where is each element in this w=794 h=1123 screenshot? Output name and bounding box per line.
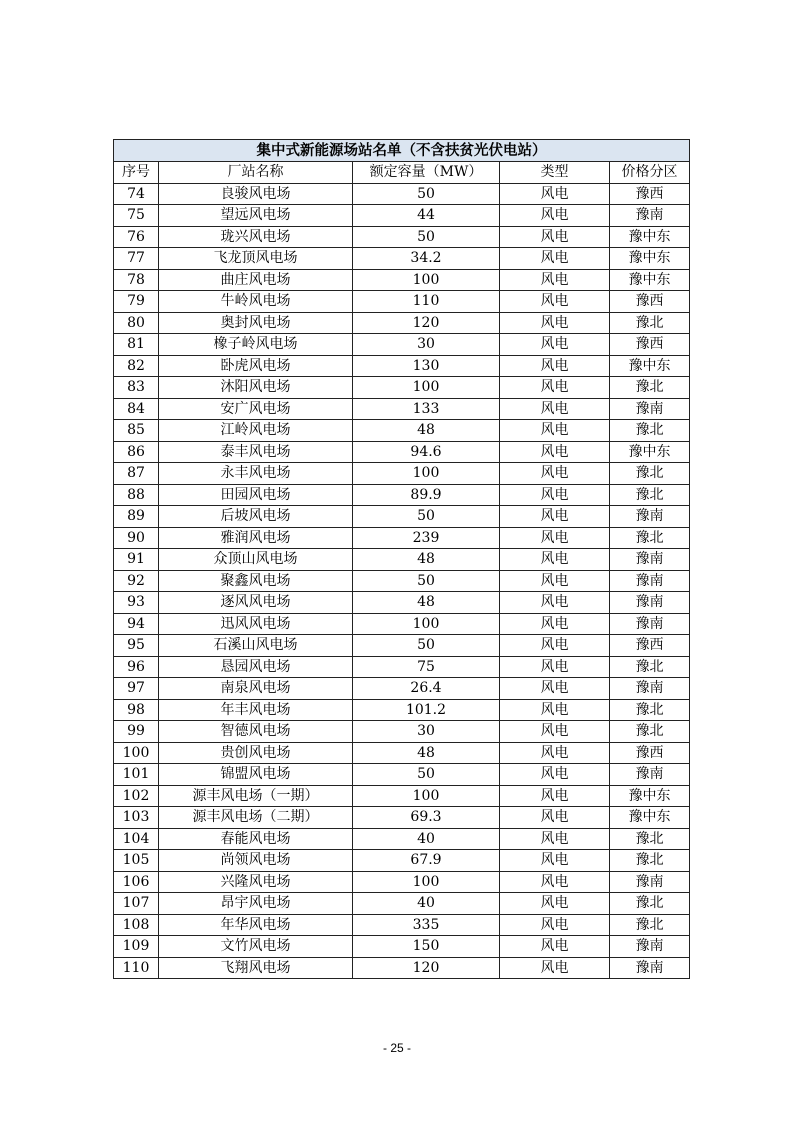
cell-type: 风电 (500, 570, 610, 592)
cell-type: 风电 (500, 355, 610, 377)
cell-no: 84 (114, 398, 159, 420)
cell-name: 卧虎风电场 (159, 355, 353, 377)
cell-price-zone: 豫西 (610, 291, 690, 313)
table-row (114, 656, 690, 678)
table-row (114, 635, 690, 657)
table-row (114, 226, 690, 248)
station-list-table (113, 139, 690, 979)
cell-price-zone: 豫北 (610, 377, 690, 399)
cell-no: 78 (114, 269, 159, 291)
cell-type: 风电 (500, 269, 610, 291)
cell-name: 后坡风电场 (159, 506, 353, 528)
cell-name: 永丰风电场 (159, 463, 353, 485)
cell-no: 99 (114, 721, 159, 743)
cell-type: 风电 (500, 377, 610, 399)
cell-type: 风电 (500, 441, 610, 463)
cell-name: 望远风电场 (159, 205, 353, 227)
cell-type: 风电 (500, 785, 610, 807)
cell-type: 风电 (500, 936, 610, 958)
table-row (114, 721, 690, 743)
table-row (114, 205, 690, 227)
cell-type: 风电 (500, 635, 610, 657)
cell-price-zone: 豫西 (610, 334, 690, 356)
cell-name: 石溪山风电场 (159, 635, 353, 657)
cell-price-zone: 豫南 (610, 570, 690, 592)
cell-capacity: 75 (353, 656, 500, 678)
cell-type: 风电 (500, 549, 610, 571)
cell-price-zone: 豫西 (610, 183, 690, 205)
cell-type: 风电 (500, 527, 610, 549)
cell-price-zone: 豫南 (610, 549, 690, 571)
cell-no: 101 (114, 764, 159, 786)
cell-capacity: 100 (353, 463, 500, 485)
cell-no: 109 (114, 936, 159, 958)
cell-no: 91 (114, 549, 159, 571)
table-row (114, 613, 690, 635)
table-row (114, 850, 690, 872)
cell-no: 89 (114, 506, 159, 528)
cell-name: 曲庄风电场 (159, 269, 353, 291)
cell-name: 源丰风电场（二期） (159, 807, 353, 829)
cell-type: 风电 (500, 226, 610, 248)
cell-no: 90 (114, 527, 159, 549)
cell-name: 昂宇风电场 (159, 893, 353, 915)
cell-type: 风电 (500, 828, 610, 850)
table-row (114, 699, 690, 721)
table-row (114, 527, 690, 549)
cell-type: 风电 (500, 248, 610, 270)
cell-price-zone: 豫北 (610, 420, 690, 442)
cell-type: 风电 (500, 656, 610, 678)
table-title: 集中式新能源场站名单（不含扶贫光伏电站） (114, 140, 690, 162)
cell-no: 85 (114, 420, 159, 442)
table-row (114, 785, 690, 807)
cell-type: 风电 (500, 871, 610, 893)
cell-type: 风电 (500, 678, 610, 700)
cell-no: 79 (114, 291, 159, 313)
table-row (114, 742, 690, 764)
header-no: 序号 (114, 162, 159, 184)
table-row (114, 248, 690, 270)
cell-price-zone: 豫南 (610, 957, 690, 979)
cell-no: 76 (114, 226, 159, 248)
cell-type: 风电 (500, 957, 610, 979)
cell-price-zone: 豫西 (610, 635, 690, 657)
cell-capacity: 101.2 (353, 699, 500, 721)
cell-capacity: 48 (353, 592, 500, 614)
cell-capacity: 89.9 (353, 484, 500, 506)
cell-capacity: 120 (353, 957, 500, 979)
cell-name: 安广风电场 (159, 398, 353, 420)
cell-price-zone: 豫南 (610, 936, 690, 958)
table-row (114, 957, 690, 979)
table-row (114, 764, 690, 786)
cell-type: 风电 (500, 721, 610, 743)
table-header-row (114, 162, 690, 184)
cell-name: 田园风电场 (159, 484, 353, 506)
cell-price-zone: 豫南 (610, 205, 690, 227)
cell-name: 文竹风电场 (159, 936, 353, 958)
cell-price-zone: 豫南 (610, 613, 690, 635)
header-type: 类型 (500, 162, 610, 184)
cell-no: 108 (114, 914, 159, 936)
cell-price-zone: 豫南 (610, 592, 690, 614)
cell-type: 风电 (500, 699, 610, 721)
cell-capacity: 50 (353, 183, 500, 205)
cell-price-zone: 豫南 (610, 764, 690, 786)
page-number: - 25 - (382, 1041, 411, 1055)
table-row (114, 871, 690, 893)
cell-capacity: 50 (353, 635, 500, 657)
cell-capacity: 40 (353, 828, 500, 850)
cell-name: 泰丰风电场 (159, 441, 353, 463)
cell-name: 众顶山风电场 (159, 549, 353, 571)
table-title-row (114, 140, 690, 162)
cell-no: 82 (114, 355, 159, 377)
cell-name: 兴隆风电场 (159, 871, 353, 893)
cell-type: 风电 (500, 334, 610, 356)
table-row (114, 914, 690, 936)
cell-price-zone: 豫北 (610, 721, 690, 743)
cell-price-zone: 豫中东 (610, 807, 690, 829)
cell-no: 86 (114, 441, 159, 463)
cell-name: 贵创风电场 (159, 742, 353, 764)
cell-price-zone: 豫北 (610, 656, 690, 678)
header-name: 厂站名称 (159, 162, 353, 184)
cell-price-zone: 豫北 (610, 463, 690, 485)
cell-price-zone: 豫南 (610, 398, 690, 420)
cell-capacity: 34.2 (353, 248, 500, 270)
cell-no: 93 (114, 592, 159, 614)
cell-price-zone: 豫南 (610, 678, 690, 700)
cell-no: 75 (114, 205, 159, 227)
cell-capacity: 48 (353, 742, 500, 764)
cell-price-zone: 豫中东 (610, 248, 690, 270)
cell-name: 南泉风电场 (159, 678, 353, 700)
cell-name: 牛岭风电场 (159, 291, 353, 313)
cell-type: 风电 (500, 592, 610, 614)
table-row (114, 441, 690, 463)
cell-name: 良骏风电场 (159, 183, 353, 205)
cell-no: 88 (114, 484, 159, 506)
cell-price-zone: 豫北 (610, 850, 690, 872)
cell-type: 风电 (500, 398, 610, 420)
cell-price-zone: 豫南 (610, 506, 690, 528)
cell-no: 110 (114, 957, 159, 979)
cell-name: 恳园风电场 (159, 656, 353, 678)
cell-capacity: 40 (353, 893, 500, 915)
cell-name: 珑兴风电场 (159, 226, 353, 248)
cell-no: 103 (114, 807, 159, 829)
cell-no: 104 (114, 828, 159, 850)
cell-no: 80 (114, 312, 159, 334)
header-capacity: 额定容量（MW） (353, 162, 500, 184)
cell-name: 年丰风电场 (159, 699, 353, 721)
cell-no: 98 (114, 699, 159, 721)
cell-price-zone: 豫北 (610, 914, 690, 936)
cell-capacity: 130 (353, 355, 500, 377)
header-price-zone: 价格分区 (610, 162, 690, 184)
cell-capacity: 239 (353, 527, 500, 549)
table-row (114, 549, 690, 571)
cell-capacity: 50 (353, 570, 500, 592)
cell-no: 100 (114, 742, 159, 764)
cell-name: 春能风电场 (159, 828, 353, 850)
table-row (114, 592, 690, 614)
cell-price-zone: 豫中东 (610, 785, 690, 807)
cell-no: 95 (114, 635, 159, 657)
table-row (114, 936, 690, 958)
table-row (114, 484, 690, 506)
cell-type: 风电 (500, 312, 610, 334)
cell-no: 92 (114, 570, 159, 592)
cell-name: 江岭风电场 (159, 420, 353, 442)
table-row (114, 463, 690, 485)
cell-capacity: 120 (353, 312, 500, 334)
table-row (114, 807, 690, 829)
cell-capacity: 48 (353, 549, 500, 571)
cell-capacity: 50 (353, 506, 500, 528)
cell-name: 尚领风电场 (159, 850, 353, 872)
cell-capacity: 150 (353, 936, 500, 958)
cell-type: 风电 (500, 850, 610, 872)
table-row (114, 570, 690, 592)
cell-type: 风电 (500, 506, 610, 528)
table-row (114, 377, 690, 399)
cell-capacity: 48 (353, 420, 500, 442)
cell-type: 风电 (500, 613, 610, 635)
cell-price-zone: 豫西 (610, 742, 690, 764)
cell-no: 94 (114, 613, 159, 635)
table-row (114, 312, 690, 334)
cell-price-zone: 豫北 (610, 699, 690, 721)
table-row (114, 291, 690, 313)
table-row (114, 506, 690, 528)
cell-capacity: 50 (353, 226, 500, 248)
table-row (114, 334, 690, 356)
cell-type: 风电 (500, 205, 610, 227)
cell-capacity: 100 (353, 377, 500, 399)
cell-price-zone: 豫北 (610, 484, 690, 506)
table-row (114, 893, 690, 915)
cell-type: 风电 (500, 893, 610, 915)
cell-capacity: 110 (353, 291, 500, 313)
cell-no: 83 (114, 377, 159, 399)
table-row (114, 398, 690, 420)
cell-price-zone: 豫中东 (610, 355, 690, 377)
cell-no: 105 (114, 850, 159, 872)
table-row (114, 420, 690, 442)
cell-type: 风电 (500, 914, 610, 936)
cell-capacity: 100 (353, 613, 500, 635)
cell-price-zone: 豫南 (610, 871, 690, 893)
cell-type: 风电 (500, 484, 610, 506)
cell-no: 87 (114, 463, 159, 485)
cell-capacity: 100 (353, 785, 500, 807)
cell-type: 风电 (500, 291, 610, 313)
cell-price-zone: 豫北 (610, 828, 690, 850)
cell-name: 锦盟风电场 (159, 764, 353, 786)
cell-type: 风电 (500, 420, 610, 442)
cell-no: 96 (114, 656, 159, 678)
cell-type: 风电 (500, 742, 610, 764)
cell-capacity: 30 (353, 334, 500, 356)
cell-name: 橡子岭风电场 (159, 334, 353, 356)
cell-name: 沐阳风电场 (159, 377, 353, 399)
cell-name: 智德风电场 (159, 721, 353, 743)
cell-name: 聚鑫风电场 (159, 570, 353, 592)
cell-name: 奥封风电场 (159, 312, 353, 334)
cell-capacity: 50 (353, 764, 500, 786)
cell-price-zone: 豫中东 (610, 226, 690, 248)
cell-price-zone: 豫北 (610, 893, 690, 915)
cell-type: 风电 (500, 764, 610, 786)
cell-no: 97 (114, 678, 159, 700)
cell-no: 106 (114, 871, 159, 893)
cell-capacity: 30 (353, 721, 500, 743)
cell-name: 迅风风电场 (159, 613, 353, 635)
table-row (114, 355, 690, 377)
cell-price-zone: 豫北 (610, 312, 690, 334)
cell-capacity: 100 (353, 269, 500, 291)
table-row (114, 269, 690, 291)
cell-no: 74 (114, 183, 159, 205)
cell-capacity: 69.3 (353, 807, 500, 829)
cell-name: 逐风风电场 (159, 592, 353, 614)
cell-capacity: 100 (353, 871, 500, 893)
cell-capacity: 26.4 (353, 678, 500, 700)
cell-capacity: 94.6 (353, 441, 500, 463)
cell-capacity: 133 (353, 398, 500, 420)
cell-no: 77 (114, 248, 159, 270)
table-row (114, 828, 690, 850)
cell-name: 飞龙顶风电场 (159, 248, 353, 270)
cell-price-zone: 豫北 (610, 527, 690, 549)
cell-type: 风电 (500, 807, 610, 829)
table-row (114, 678, 690, 700)
table-row (114, 183, 690, 205)
cell-capacity: 335 (353, 914, 500, 936)
cell-price-zone: 豫中东 (610, 269, 690, 291)
cell-type: 风电 (500, 183, 610, 205)
cell-price-zone: 豫中东 (610, 441, 690, 463)
cell-no: 107 (114, 893, 159, 915)
cell-name: 年华风电场 (159, 914, 353, 936)
cell-capacity: 67.9 (353, 850, 500, 872)
cell-type: 风电 (500, 463, 610, 485)
table-body (114, 183, 690, 979)
cell-name: 源丰风电场（一期） (159, 785, 353, 807)
cell-name: 飞翔风电场 (159, 957, 353, 979)
cell-capacity: 44 (353, 205, 500, 227)
cell-no: 102 (114, 785, 159, 807)
cell-name: 雅润风电场 (159, 527, 353, 549)
cell-no: 81 (114, 334, 159, 356)
